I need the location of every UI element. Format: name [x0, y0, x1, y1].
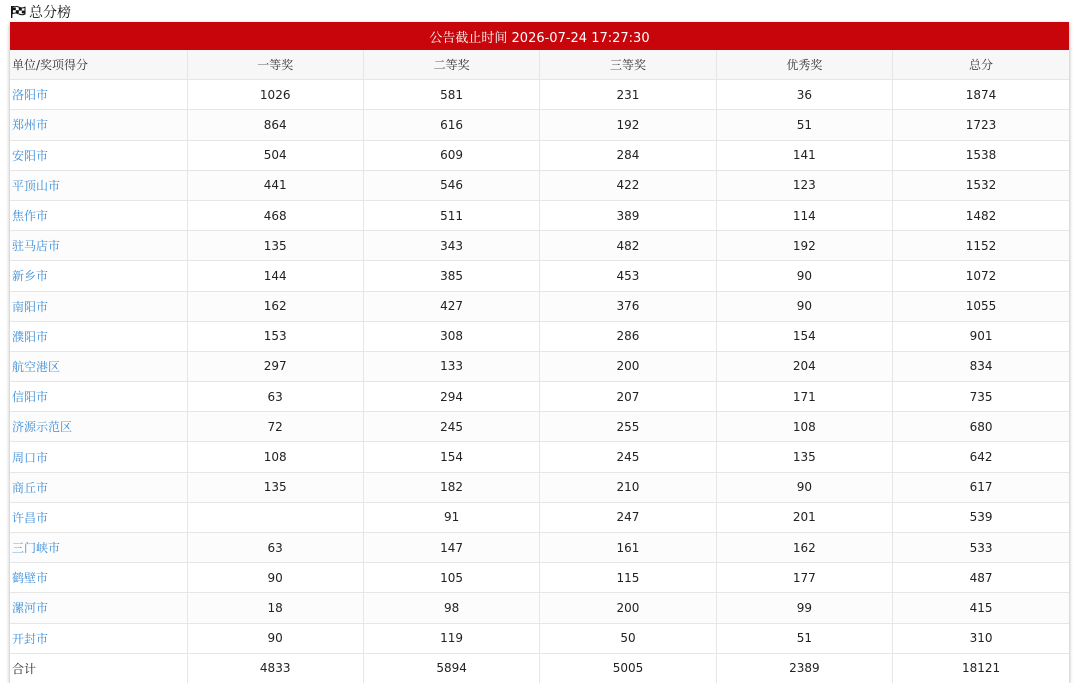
unit-link[interactable]: 漯河市	[12, 601, 49, 616]
excellence-prize-cell: 51	[716, 623, 892, 653]
header-third-prize: 三等奖	[540, 50, 716, 80]
third-prize-cell: 389	[540, 200, 716, 230]
page-title: 总分榜	[29, 5, 71, 21]
table-header-row	[10, 50, 1069, 80]
unit-link[interactable]: 驻马店市	[12, 239, 61, 254]
total-score-cell: 1874	[893, 80, 1069, 110]
second-prize-cell: 98	[363, 593, 539, 623]
first-prize-cell: 144	[187, 261, 363, 291]
second-prize-cell: 182	[363, 472, 539, 502]
unit-link[interactable]: 新乡市	[12, 269, 49, 284]
table-row	[10, 170, 1069, 200]
second-prize-cell: 91	[363, 502, 539, 532]
unit-link[interactable]: 开封市	[12, 631, 49, 646]
excellence-prize-cell: 114	[716, 200, 892, 230]
table-body	[10, 80, 1069, 654]
first-prize-cell: 504	[187, 140, 363, 170]
unit-cell	[10, 200, 187, 230]
excellence-prize-cell: 51	[716, 110, 892, 140]
unit-cell	[10, 563, 187, 593]
table-row	[10, 623, 1069, 653]
table-row	[10, 593, 1069, 623]
second-prize-cell: 546	[363, 170, 539, 200]
first-prize-cell: 63	[187, 533, 363, 563]
table-row	[10, 412, 1069, 442]
excellence-prize-cell: 123	[716, 170, 892, 200]
table-row	[10, 321, 1069, 351]
total-score-cell: 1072	[893, 261, 1069, 291]
third-prize-cell: 245	[540, 442, 716, 472]
unit-link[interactable]: 周口市	[12, 450, 49, 465]
excellence-prize-cell: 135	[716, 442, 892, 472]
second-prize-cell: 147	[363, 533, 539, 563]
first-prize-cell: 72	[187, 412, 363, 442]
unit-link[interactable]: 平顶山市	[12, 178, 61, 193]
deadline-banner: 公告截止时间 2026-07-24 17:27:30	[10, 22, 1069, 50]
table-row	[10, 261, 1069, 291]
second-prize-cell: 385	[363, 261, 539, 291]
header-first-prize: 一等奖	[187, 50, 363, 80]
excellence-prize-cell: 162	[716, 533, 892, 563]
total-score-cell: 487	[893, 563, 1069, 593]
score-table	[10, 50, 1069, 683]
second-prize-cell: 133	[363, 351, 539, 381]
first-prize-cell: 468	[187, 200, 363, 230]
first-prize-cell: 135	[187, 472, 363, 502]
third-prize-cell: 247	[540, 502, 716, 532]
total-score-cell: 680	[893, 412, 1069, 442]
excellence-prize-cell: 171	[716, 382, 892, 412]
total-score: 18121	[893, 653, 1069, 683]
checkered-flag-icon	[10, 6, 26, 18]
third-prize-cell: 422	[540, 170, 716, 200]
unit-cell	[10, 170, 187, 200]
excellence-prize-cell: 36	[716, 80, 892, 110]
second-prize-cell: 245	[363, 412, 539, 442]
third-prize-cell: 453	[540, 261, 716, 291]
table-row	[10, 140, 1069, 170]
second-prize-cell: 343	[363, 231, 539, 261]
unit-cell	[10, 382, 187, 412]
third-prize-cell: 376	[540, 291, 716, 321]
first-prize-cell: 153	[187, 321, 363, 351]
unit-cell	[10, 291, 187, 321]
table-row	[10, 110, 1069, 140]
header-excellence-prize: 优秀奖	[716, 50, 892, 80]
unit-link[interactable]: 焦作市	[12, 209, 49, 224]
second-prize-cell: 294	[363, 382, 539, 412]
unit-link[interactable]: 航空港区	[12, 359, 61, 374]
second-prize-cell: 308	[363, 321, 539, 351]
unit-cell	[10, 412, 187, 442]
total-score-cell: 1482	[893, 200, 1069, 230]
second-prize-cell: 616	[363, 110, 539, 140]
unit-cell	[10, 502, 187, 532]
total-row	[10, 653, 1069, 683]
header-unit: 单位/奖项得分	[10, 50, 187, 80]
table-row	[10, 563, 1069, 593]
excellence-prize-cell: 177	[716, 563, 892, 593]
unit-cell	[10, 623, 187, 653]
total-score-cell: 901	[893, 321, 1069, 351]
total-score-cell: 1538	[893, 140, 1069, 170]
second-prize-cell: 427	[363, 291, 539, 321]
total-score-cell: 310	[893, 623, 1069, 653]
unit-cell	[10, 442, 187, 472]
unit-link[interactable]: 南阳市	[12, 299, 49, 314]
table-row	[10, 472, 1069, 502]
table-row	[10, 200, 1069, 230]
unit-link[interactable]: 商丘市	[12, 480, 49, 495]
excellence-prize-cell: 192	[716, 231, 892, 261]
total-score-cell: 415	[893, 593, 1069, 623]
first-prize-cell: 162	[187, 291, 363, 321]
total-score-cell: 533	[893, 533, 1069, 563]
unit-link[interactable]: 洛阳市	[12, 88, 49, 103]
third-prize-cell: 284	[540, 140, 716, 170]
third-prize-cell: 255	[540, 412, 716, 442]
unit-cell	[10, 261, 187, 291]
excellence-prize-cell: 204	[716, 351, 892, 381]
excellence-prize-cell: 201	[716, 502, 892, 532]
total-score-cell: 834	[893, 351, 1069, 381]
second-prize-cell: 581	[363, 80, 539, 110]
table-row	[10, 382, 1069, 412]
total-score-cell: 1532	[893, 170, 1069, 200]
third-prize-cell: 200	[540, 593, 716, 623]
unit-cell	[10, 351, 187, 381]
third-prize-cell: 286	[540, 321, 716, 351]
total-score-cell: 735	[893, 382, 1069, 412]
total-third-prize: 5005	[540, 653, 716, 683]
excellence-prize-cell: 141	[716, 140, 892, 170]
total-score-cell: 1152	[893, 231, 1069, 261]
third-prize-cell: 200	[540, 351, 716, 381]
header-second-prize: 二等奖	[363, 50, 539, 80]
table-row	[10, 80, 1069, 110]
unit-cell	[10, 110, 187, 140]
unit-cell	[10, 533, 187, 563]
total-score-cell: 617	[893, 472, 1069, 502]
third-prize-cell: 192	[540, 110, 716, 140]
third-prize-cell: 210	[540, 472, 716, 502]
first-prize-cell	[187, 502, 363, 532]
first-prize-cell: 63	[187, 382, 363, 412]
page-header	[10, 3, 71, 21]
second-prize-cell: 119	[363, 623, 539, 653]
first-prize-cell: 18	[187, 593, 363, 623]
unit-link[interactable]: 三门峡市	[12, 541, 61, 556]
third-prize-cell: 482	[540, 231, 716, 261]
first-prize-cell: 1026	[187, 80, 363, 110]
first-prize-cell: 90	[187, 623, 363, 653]
total-score-cell: 539	[893, 502, 1069, 532]
total-first-prize: 4833	[187, 653, 363, 683]
third-prize-cell: 115	[540, 563, 716, 593]
second-prize-cell: 154	[363, 442, 539, 472]
first-prize-cell: 90	[187, 563, 363, 593]
unit-link[interactable]: 济源示范区	[12, 420, 73, 435]
unit-cell	[10, 140, 187, 170]
third-prize-cell: 231	[540, 80, 716, 110]
table-row	[10, 291, 1069, 321]
excellence-prize-cell: 90	[716, 261, 892, 291]
excellence-prize-cell: 154	[716, 321, 892, 351]
unit-cell	[10, 231, 187, 261]
unit-cell	[10, 321, 187, 351]
second-prize-cell: 609	[363, 140, 539, 170]
excellence-prize-cell: 90	[716, 472, 892, 502]
first-prize-cell: 864	[187, 110, 363, 140]
first-prize-cell: 441	[187, 170, 363, 200]
table-row	[10, 231, 1069, 261]
unit-cell	[10, 472, 187, 502]
table-row	[10, 533, 1069, 563]
third-prize-cell: 161	[540, 533, 716, 563]
first-prize-cell: 135	[187, 231, 363, 261]
total-score-cell: 642	[893, 442, 1069, 472]
unit-cell	[10, 80, 187, 110]
second-prize-cell: 105	[363, 563, 539, 593]
total-label: 合计	[10, 653, 187, 683]
unit-link[interactable]: 许昌市	[12, 510, 49, 525]
table-row	[10, 502, 1069, 532]
first-prize-cell: 108	[187, 442, 363, 472]
unit-link[interactable]: 信阳市	[12, 390, 49, 405]
table-row	[10, 442, 1069, 472]
total-score-cell: 1055	[893, 291, 1069, 321]
total-second-prize: 5894	[363, 653, 539, 683]
first-prize-cell: 297	[187, 351, 363, 381]
third-prize-cell: 207	[540, 382, 716, 412]
excellence-prize-cell: 90	[716, 291, 892, 321]
leaderboard-panel	[10, 22, 1069, 683]
excellence-prize-cell: 108	[716, 412, 892, 442]
unit-link[interactable]: 郑州市	[12, 118, 49, 133]
unit-link[interactable]: 濮阳市	[12, 329, 49, 344]
third-prize-cell: 50	[540, 623, 716, 653]
unit-link[interactable]: 鹤壁市	[12, 571, 49, 586]
second-prize-cell: 511	[363, 200, 539, 230]
header-total-score: 总分	[893, 50, 1069, 80]
unit-cell	[10, 593, 187, 623]
table-row	[10, 351, 1069, 381]
total-excellence-prize: 2389	[716, 653, 892, 683]
unit-link[interactable]: 安阳市	[12, 148, 49, 163]
excellence-prize-cell: 99	[716, 593, 892, 623]
total-score-cell: 1723	[893, 110, 1069, 140]
